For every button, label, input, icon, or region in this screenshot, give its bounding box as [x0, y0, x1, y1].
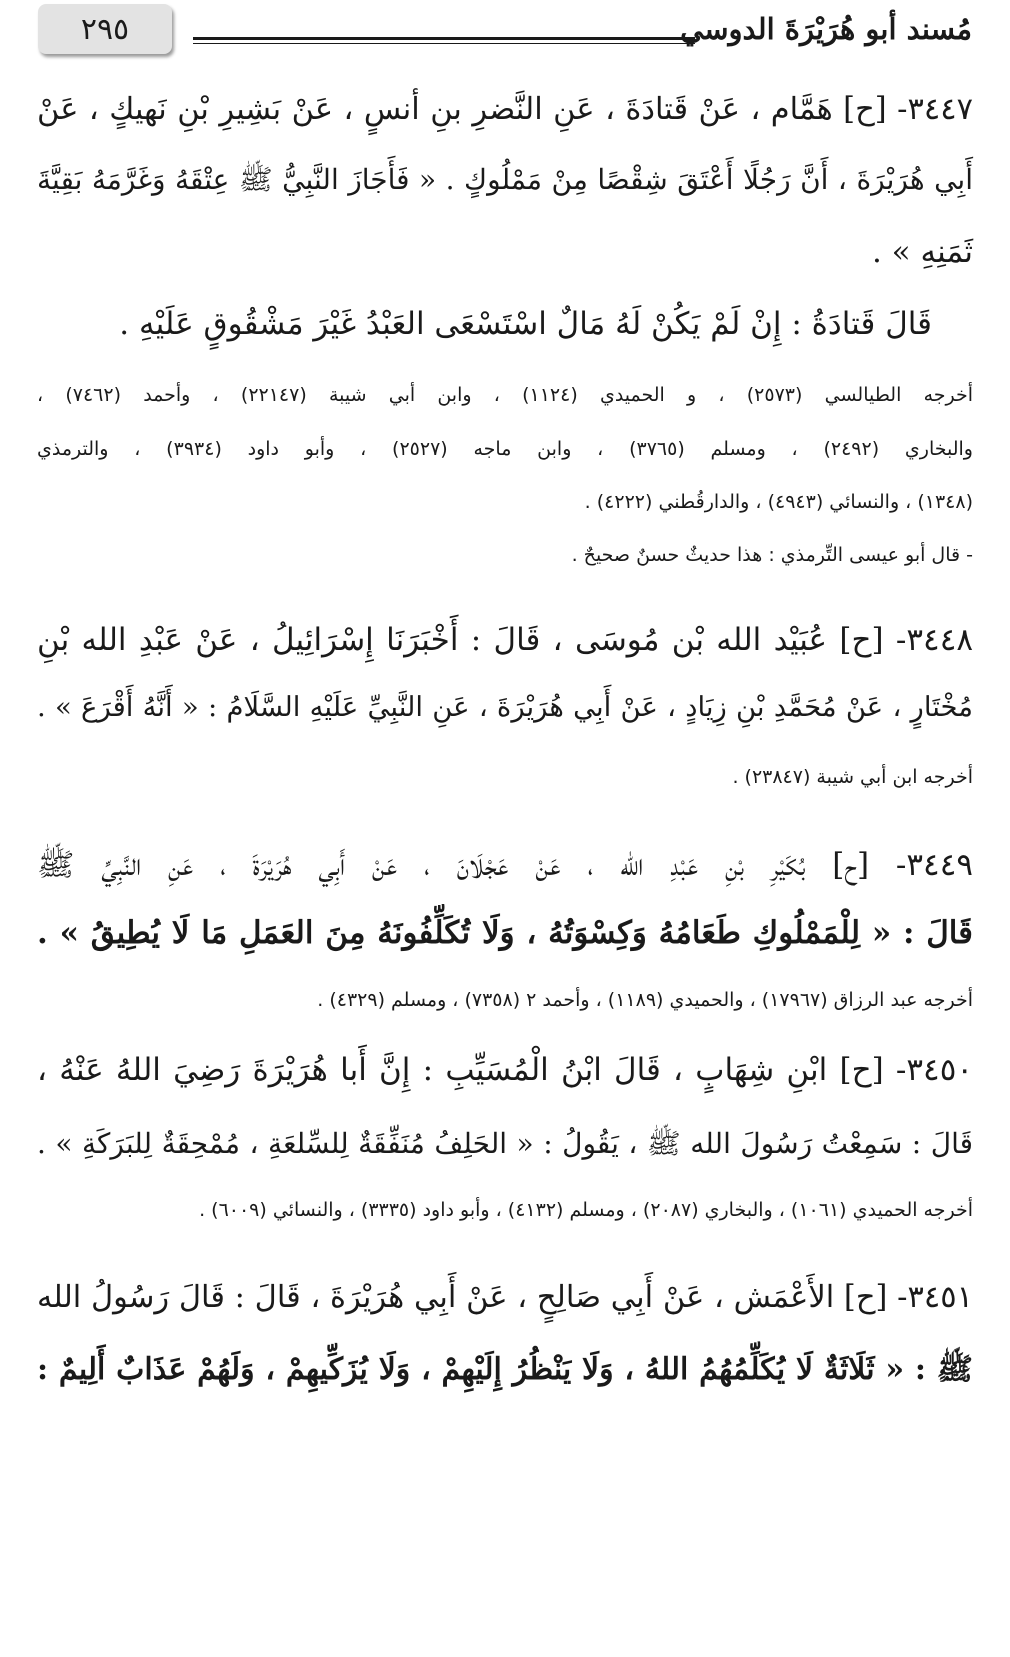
page-number-badge: [38, 4, 172, 54]
header-rule-thin: [193, 43, 695, 44]
hadith-line: ٣٤٤٨- [ح] عُبَيْد الله بْن مُوسَى ، قَالَ : أَخْبَرَنَا إِسْرَائِيلُ ، عَنْ عَبْدِ الله بْنِ: [37, 622, 973, 658]
hadith-line: قَالَ : سَمِعْتُ رَسُولَ الله ﷺ ، يَقُولُ : « الحَلِفُ مُنَفِّقَةٌ لِلسِّلعَةِ ، مُمْحِقَةٌ لِلبَرَكَةِ » .: [37, 1127, 973, 1160]
hadith-line: ثَمَنِهِ » .: [871, 234, 973, 270]
hadith-line: قَالَ قَتادَةُ : إِنْ لَمْ يَكُنْ لَهُ مَالٌ اسْتَسْعَى العَبْدُ غَيْرَ مَشْقُوقٍ عَلَيْهِ .: [119, 306, 932, 342]
takhrij-line: أخرجه الطيالسي (٢٥٧٣) ، و الحميدي (١١٢٤) ، وابن أبي شيبة (٢٢١٤٧) ، وأحمد (٧٤٦٢) ،: [37, 384, 974, 406]
hadith-line: ٣٤٥١- [ح] الأَعْمَش ، عَنْ أَبِي صَالِحٍ ، عَنْ أَبِي هُرَيْرَةَ ، قَالَ : قَالَ رَسُولُ الله: [37, 1280, 973, 1315]
takhrij-line: أخرجه عبد الرزاق (١٧٩٦٧) ، والحميدي (١١٨٩) ، وأحمد ٢ (٧٣٥٨) ، ومسلم (٤٣٢٩) .: [317, 989, 973, 1011]
hadith-line: ﷺ : « ثَلَاثَةٌ لَا يُكَلِّمُهُمُ اللهُ ، وَلَا يَنْظُرُ إِلَيْهِمْ ، وَلَا يُزَكِّيهِمْ ، وَلَهُمْ عَذَابٌ أَلِيمٌ :: [37, 1352, 973, 1387]
takhrij-line: (١٣٤٨) ، والنسائي (٤٩٤٣) ، والدارقُطني (٤٢٢٢) .: [584, 491, 973, 513]
running-title: مُسند أبو هُرَيْرَةَ الدوسي: [680, 12, 972, 46]
takhrij-line: أخرجه ابن أبي شيبة (٢٣٨٤٧) .: [732, 766, 973, 788]
grading-note: - قال أبو عيسى التِّرمذي : هذا حديثٌ حسنٌ صحيحٌ .: [571, 544, 973, 566]
takhrij-line: والبخاري (٢٤٩٢) ، ومسلم (٣٧٦٥) ، وابن ماجه (٢٥٢٧) ، وأبو داود (٣٩٣٤) ، والترمذي: [37, 438, 973, 460]
page-number: ٢٩٥: [80, 11, 130, 47]
hadith-line: مُخْتَارٍ ، عَنْ مُحَمَّدِ بْنِ زِيَادٍ ، عَنْ أَبِي هُرَيْرَةَ ، عَنِ النَّبِيِّ عَلَيْهِ السَّلَامُ : « أَنَّهُ أَقْرَعَ » .: [37, 691, 973, 723]
hadith-line: أَبِي هُرَيْرَةَ ، أَنَّ رَجُلًا أَعْتَقَ شِقْصًا مِنْ مَمْلُوكٍ . « فَأَجَازَ النَّبِيُّ ﷺ عِتْقَهُ وَغَرَّمَهُ بَقِيَّةَ: [37, 163, 973, 196]
header-rule: [193, 37, 695, 40]
hadith-line: ٣٤٤٩- [ح] بُكَيْرِ بْنِ عَبْدِ الله ، عَنْ عَجْلَانَ ، عَنْ أَبِي هُرَيْرَةَ ، عَنِ النَّبِيِّ ﷺ: [37, 847, 973, 883]
hadith-line: ٣٤٥٠- [ح] ابْنِ شِهَابٍ ، قَالَ ابْنُ الْمُسَيِّبِ : إِنَّ أَبا هُرَيْرَةَ رَضِيَ اللهُ عَنْهُ ،: [37, 1052, 973, 1088]
hadith-line: ٣٤٤٧- [ح] هَمَّام ، عَنْ قَتادَةَ ، عَنِ النَّضرِ بنِ أنسٍ ، عَنْ بَشِيرِ بْنِ نَهيكٍ ، عَنْ: [37, 92, 973, 127]
hadith-line: قَالَ : « لِلْمَمْلُوكِ طَعَامُهُ وَكِسْوَتُهُ ، وَلَا تُكَلِّفُونَهُ مِنَ العَمَلِ مَا لَا يُطِيقُ » .: [37, 915, 973, 951]
takhrij-line: أخرجه الحميدي (١٠٦١) ، والبخاري (٢٠٨٧) ، ومسلم (٤١٣٢) ، وأبو داود (٣٣٣٥) ، والنسائي (٦٠٠٩) .: [199, 1199, 973, 1221]
